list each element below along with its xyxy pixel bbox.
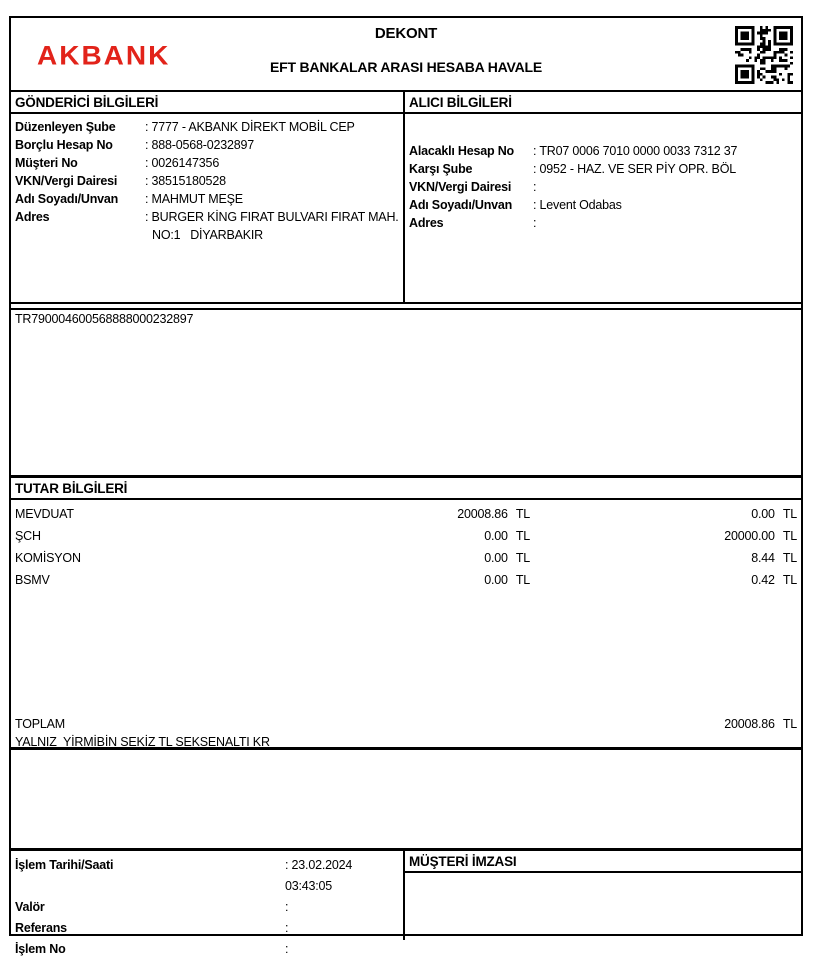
recipient-row <box>409 196 797 214</box>
field-label: Adres <box>15 210 50 224</box>
amount-label: BSMV <box>15 573 50 587</box>
field-label: Karşı Şube <box>409 162 473 176</box>
sender-row <box>15 190 399 208</box>
transaction-type-title: EFT BANKALAR ARASI HESABA HAVALE <box>269 59 543 75</box>
total-row <box>15 714 797 734</box>
amount-in-words: YALNIZ YİRMİBİN SEKİZ TL SEKSENALTI KR <box>15 735 270 749</box>
currency-label: TL <box>782 529 797 543</box>
field-label: VKN/Vergi Dairesi <box>15 174 118 188</box>
sender-section <box>11 92 405 302</box>
recipient-row <box>409 214 797 232</box>
field-label: Valör <box>15 900 45 914</box>
field-value <box>285 918 399 939</box>
parties-section <box>11 92 801 304</box>
field-value: : MAHMUT MEŞE <box>145 190 399 208</box>
amount-col2: 8.44 TL <box>751 551 797 565</box>
amount-col2: 0.42 TL <box>751 573 797 587</box>
signature-title: MÜŞTERİ İMZASI <box>405 851 801 873</box>
currency-label: TL <box>515 573 530 587</box>
field-value-line2: NO:1 DİYARBAKIR <box>152 228 263 242</box>
currency-label: TL <box>782 507 797 521</box>
recipient-row <box>409 178 797 196</box>
currency-label: TL <box>515 529 530 543</box>
field-value: : 0952 - HAZ. VE SER PİY OPR. BÖL <box>533 160 797 178</box>
amounts-section-title: TUTAR BİLGİLERİ <box>11 478 801 500</box>
currency-label: TL <box>782 573 797 587</box>
amount-row <box>11 547 801 569</box>
amount-col1: 20008.86 TL <box>457 507 530 521</box>
description-text: TR790004600568888000232897 <box>15 312 194 326</box>
description-section <box>11 308 801 478</box>
field-label: İşlem Tarihi/Saati <box>15 858 114 872</box>
receipt-header <box>11 18 801 92</box>
qr-code <box>735 26 793 84</box>
receipt-document <box>9 16 803 956</box>
recipient-section <box>405 92 801 302</box>
customer-signature-area <box>405 851 801 940</box>
field-label: VKN/Vergi Dairesi <box>409 180 512 194</box>
amount-col1: 0.00 TL <box>484 529 530 543</box>
field-value <box>285 939 399 960</box>
recipient-row <box>409 160 797 178</box>
field-label: Borçlu Hesap No <box>15 138 113 152</box>
currency-label: TL <box>782 551 797 565</box>
sender-row <box>15 172 399 190</box>
amount-label: ŞCH <box>15 529 41 543</box>
amount-row <box>11 525 801 547</box>
field-label: Müşteri No <box>15 156 78 170</box>
field-value <box>533 214 797 232</box>
field-value: : Levent Odabas <box>533 196 797 214</box>
field-value <box>533 178 797 196</box>
recipient-row <box>409 142 797 160</box>
field-value: : 7777 - AKBANK DİREKT MOBİL CEP <box>145 118 399 136</box>
field-label: Alacaklı Hesap No <box>409 144 514 158</box>
field-label: Düzenleyen Şube <box>15 120 116 134</box>
field-value: : 23.02.2024 03:43:05 <box>285 855 399 897</box>
footer-row <box>15 939 399 960</box>
sender-row <box>15 118 399 136</box>
recipient-section-title: ALICI BİLGİLERİ <box>405 92 801 114</box>
total-value: 20008.86 TL <box>724 717 797 731</box>
currency-label: TL <box>782 717 797 731</box>
field-label: Referans <box>15 921 67 935</box>
field-value: : 0026147356 <box>145 154 399 172</box>
footer-row <box>15 918 399 939</box>
field-value: : 888-0568-0232897 <box>145 136 399 154</box>
amount-col2: 0.00 TL <box>751 507 797 521</box>
amount-row <box>11 503 801 525</box>
amounts-section <box>11 478 801 750</box>
field-label: Adı Soyadı/Unvan <box>409 198 513 212</box>
total-label: TOPLAM <box>15 717 65 731</box>
page-title: DEKONT <box>374 25 438 42</box>
sender-row <box>15 136 399 154</box>
field-value: : TR07 0006 7010 0000 0033 7312 37 <box>533 142 797 160</box>
amount-col2: 20000.00 TL <box>724 529 797 543</box>
footer-section <box>11 848 801 956</box>
field-value: : BURGER KİNG FIRAT BULVARI FIRAT MAH. NO:1 DİYARBAKIR <box>145 208 399 244</box>
field-value: : 38515180528 <box>145 172 399 190</box>
sender-row <box>15 154 399 172</box>
amount-label: MEVDUAT <box>15 507 74 521</box>
sender-section-title: GÖNDERİCİ BİLGİLERİ <box>11 92 403 114</box>
sender-row <box>15 208 399 244</box>
amount-label: KOMİSYON <box>15 551 81 565</box>
currency-label: TL <box>515 507 530 521</box>
footer-row <box>15 855 399 897</box>
field-label: Adı Soyadı/Unvan <box>15 192 119 206</box>
transaction-details <box>11 851 405 956</box>
amount-col1: 0.00 TL <box>484 551 530 565</box>
footer-row <box>15 897 399 918</box>
amount-col1: 0.00 TL <box>484 573 530 587</box>
field-label: İşlem No <box>15 942 66 956</box>
amount-row <box>11 569 801 591</box>
akbank-logo: AKBANK <box>37 40 171 71</box>
field-label: Adres <box>409 216 444 230</box>
currency-label: TL <box>515 551 530 565</box>
field-value <box>285 897 399 918</box>
